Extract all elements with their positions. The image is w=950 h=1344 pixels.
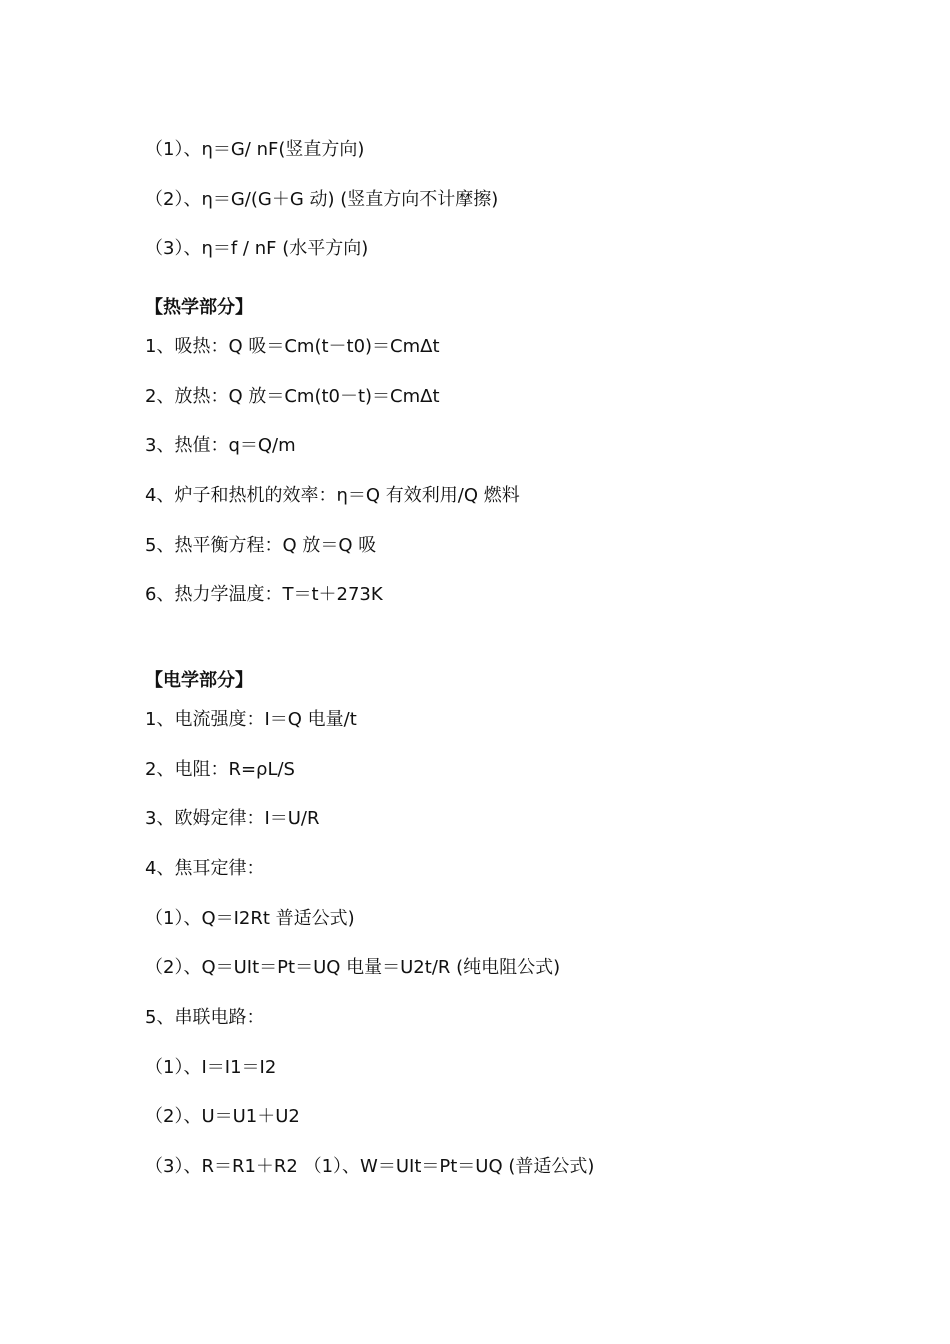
electric-item-resistance: 2、电阻：R=ρL/S (145, 759, 295, 780)
efficiency-formula-horizontal: （3）、η＝f / nF (水平方向) (145, 238, 369, 259)
thermal-item-heat-value: 3、热值：q＝Q/m (145, 435, 296, 456)
thermal-section-heading: 【热学部分】 (145, 297, 253, 318)
thermal-item-temperature: 6、热力学温度：T＝t＋273K (145, 584, 383, 605)
thermal-item-balance: 5、热平衡方程：Q 放＝Q 吸 (145, 535, 377, 556)
electric-item-joule-law: 4、焦耳定律： (145, 858, 265, 879)
electric-subitem-series-voltage: （2）、U＝U1＋U2 (145, 1106, 300, 1127)
electric-subitem-joule-pure-resistance: （2）、Q＝UIt＝Pt＝UQ 电量＝U2t/R (纯电阻公式) (145, 957, 561, 978)
thermal-item-heat-absorb: 1、吸热：Q 吸＝Cm(t－t0)＝CmΔt (145, 336, 440, 357)
electric-subitem-series-resistance: （3）、R＝R1＋R2 （1）、W＝UIt＝Pt＝UQ (普适公式) (145, 1156, 595, 1177)
efficiency-formula-no-friction: （2）、η＝G/(G＋G 动) (竖直方向不计摩擦) (145, 189, 499, 210)
electric-item-ohms-law: 3、欧姆定律：I＝U/R (145, 808, 320, 829)
electric-subitem-joule-general: （1）、Q＝I2Rt 普适公式) (145, 908, 355, 929)
electric-item-current: 1、电流强度：I＝Q 电量/t (145, 709, 357, 730)
efficiency-formula-vertical: （1）、η＝G/ nF(竖直方向) (145, 139, 365, 160)
thermal-item-efficiency: 4、炉子和热机的效率：η＝Q 有效利用/Q 燃料 (145, 485, 520, 506)
thermal-item-heat-release: 2、放热：Q 放＝Cm(t0－t)＝CmΔt (145, 386, 440, 407)
electric-item-series-circuit: 5、串联电路： (145, 1007, 265, 1028)
electric-subitem-series-current: （1）、I＝I1＝I2 (145, 1057, 277, 1078)
electric-section-heading: 【电学部分】 (145, 670, 253, 691)
